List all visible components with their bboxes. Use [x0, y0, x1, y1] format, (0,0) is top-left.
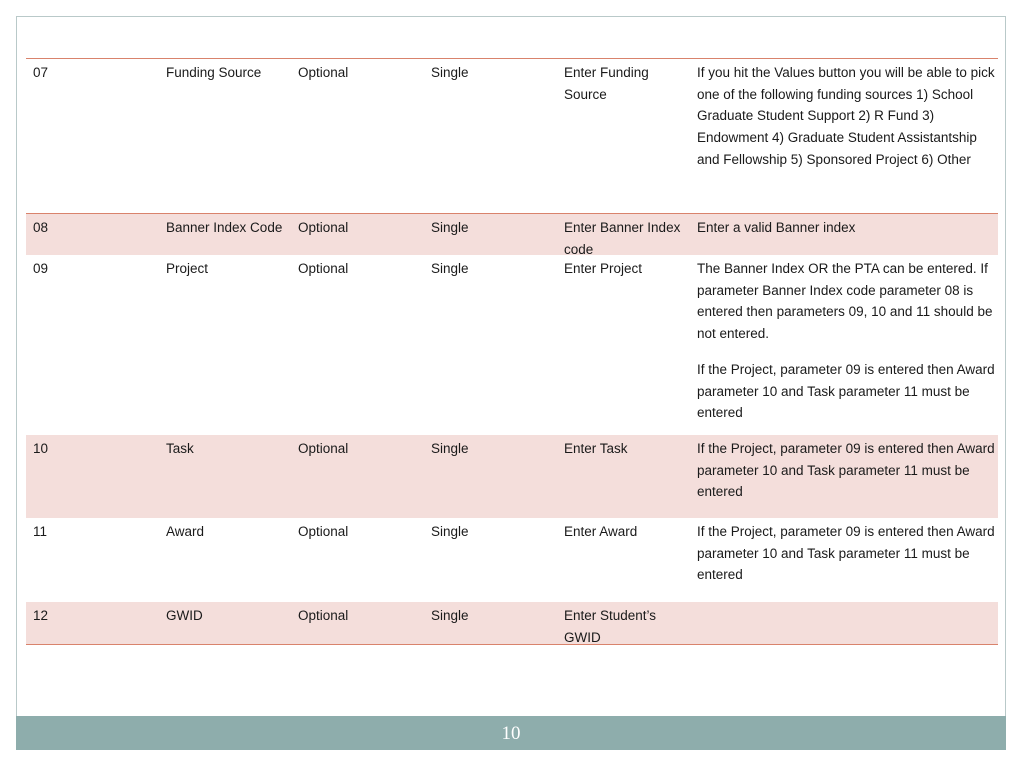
param-notes — [697, 217, 995, 239]
param-number: 08 — [33, 220, 49, 235]
param-required: Optional — [298, 441, 349, 456]
param-required: Optional — [298, 608, 349, 623]
note-paragraph: If the Project, parameter 09 is entered then Award parameter 10 and Task parameter 11 must be entered — [697, 361, 995, 421]
param-name: Banner Index Code — [166, 220, 283, 235]
param-number: 07 — [33, 65, 49, 80]
param-required: Optional — [298, 524, 349, 539]
note-paragraph: If the Project, parameter 09 is entered then Award parameter 10 and Task parameter 11 must be entered — [697, 524, 995, 583]
param-type: Single — [431, 65, 469, 80]
param-notes — [697, 438, 995, 503]
param-required: Optional — [298, 261, 349, 276]
param-type: Single — [431, 524, 469, 539]
param-required: Optional — [298, 220, 349, 235]
param-number: 12 — [33, 608, 49, 623]
param-prompt: Enter Project — [564, 261, 643, 276]
table-row — [26, 518, 998, 602]
param-type: Single — [431, 441, 469, 456]
param-type: Single — [431, 220, 469, 235]
parameter-table — [26, 58, 998, 645]
param-name: Funding Source — [166, 65, 262, 80]
param-name: Task — [166, 441, 194, 456]
table-row — [26, 213, 998, 255]
param-prompt: Enter Funding Source — [564, 65, 649, 102]
param-name: Project — [166, 261, 209, 276]
note-paragraph: If you hit the Values button you will be able to pick one of the following funding sources 1) School Graduate Student Support 2) R Fund 3) Endowment 4) Graduate Student Assistantship and Fellowship 5) Sponsored Project 6) Other — [697, 65, 995, 167]
param-number: 11 — [33, 524, 48, 539]
param-type: Single — [431, 261, 469, 276]
param-required: Optional — [298, 65, 349, 80]
page-number: 10 — [501, 723, 521, 744]
param-notes — [697, 521, 995, 586]
param-prompt: Enter Award — [564, 524, 638, 539]
param-type: Single — [431, 608, 469, 623]
param-number: 09 — [33, 261, 49, 276]
param-notes — [697, 62, 995, 171]
param-number: 10 — [33, 441, 49, 456]
param-prompt: Enter Banner Index code — [564, 220, 681, 257]
footer-bar — [16, 716, 1006, 750]
table-row — [26, 255, 998, 435]
note-paragraph: If the Project, parameter 09 is entered then Award parameter 10 and Task parameter 11 must be entered — [697, 441, 995, 500]
note-paragraph: The Banner Index OR the PTA can be entered. If parameter Banner Index code parameter 08 is entered then parameters 09, 10 and 11 should be not entered. — [697, 261, 993, 342]
param-prompt: Enter Student’s GWID — [564, 608, 657, 645]
param-name: Award — [166, 524, 205, 539]
param-name: GWID — [166, 608, 203, 623]
table-row — [26, 602, 998, 644]
note-paragraph: Enter a valid Banner index — [697, 220, 856, 235]
param-prompt: Enter Task — [564, 441, 628, 456]
param-notes — [697, 258, 995, 424]
table-row — [26, 435, 998, 518]
table-row — [26, 59, 998, 213]
